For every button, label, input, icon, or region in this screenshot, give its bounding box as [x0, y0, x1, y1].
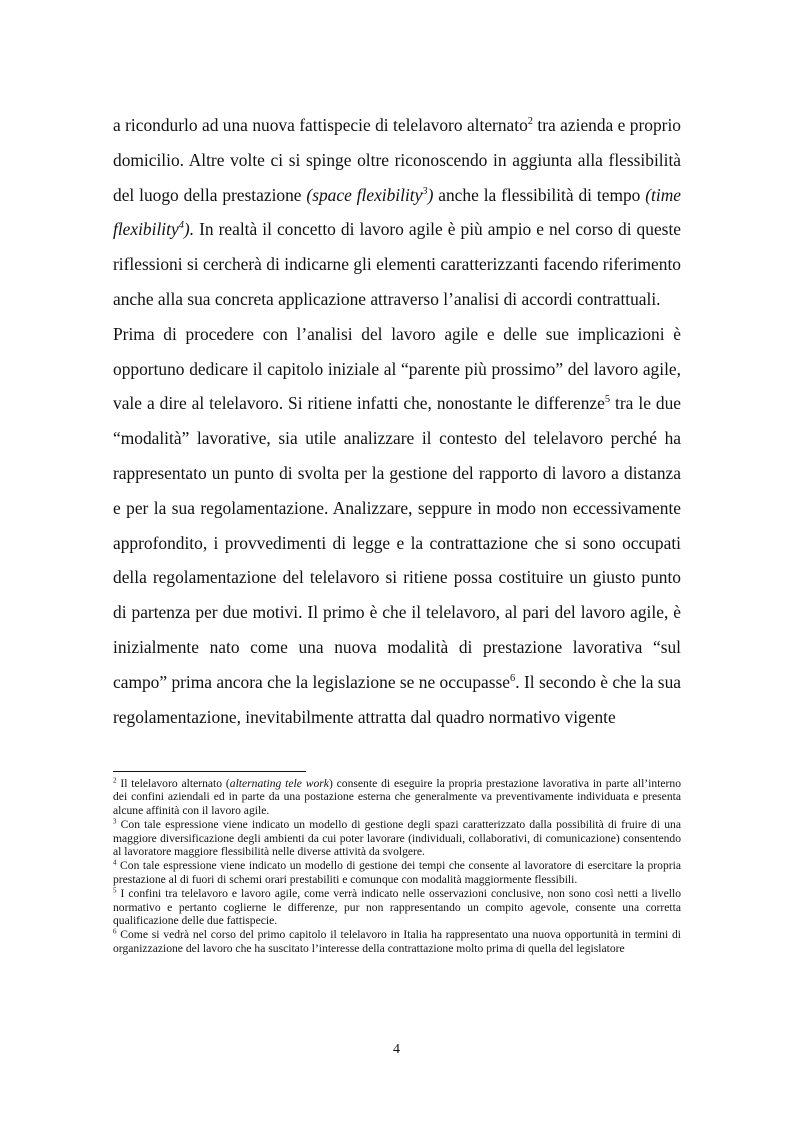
footnote-ref-2[interactable]: 2: [527, 116, 534, 128]
paragraph-2: Prima di procedere con l’analisi del lavoro agile e delle sue implicazioni è opportuno dedicare il capitolo iniziale al “parente più prossimo” del lavoro agile, vale a dire al telelavoro. Si ritiene infatti che, nonostante le differenze$^5$ tra le due “modalità” lavorative, sia utile analizzare il contesto del telelavoro perché ha rappresentato un punto di svolta per la gestione del rapporto di lavoro a distanza e per la sua regolamentazione. Analizzare, seppure in modo non eccessivamente approfondito, i provvedimenti di legge e la contrattazione che si sono occupati della regolamentazione del telelavoro si ritiene possa costituire un giusto punto di partenza per due motivi. Il primo è che il telelavoro, al pari del lavoro agile, è inizialmente nato come una nuova modalità di prestazione lavorativa “sul campo” prima ancora che la legislazione se ne occupasse$^6$. Il secondo è che la sua regolamentazione, inevitabilmente attratta dal quadro normativo vigente: [113, 323, 682, 727]
footnote-ref-4[interactable]: 4: [178, 220, 184, 232]
footnotes: [113, 777, 681, 956]
paragraph-1: a ricondurlo ad una nuova fattispecie di telelavoro alternato$^2$ tra azienda e proprio domicilio. Altre volte ci si spinge oltre riconoscendo in aggiunta alla flessibilità del luogo della prestazione (space flexibility$^3$) anche la flessibilità di tempo (time flexibility$^4$). In realtà il concetto di lavoro agile è più ampio e nel corso di queste riflessioni si cercherà di indicarne gli elementi caratterizzanti facendo riferimento anche alla sua concreta applicazione attraverso l’analisi di accordi contrattuali.: [113, 115, 681, 309]
footnote-4: $^4$ Con tale espressione viene indicato un modello di gestione dei tempi che consente al lavoratore di esercitare la propria prestazione al di fuori di schemi orari prestabiliti e comunque con modalità maggiormente flessibili.: [113, 858, 681, 886]
footnote-ref-6[interactable]: 6: [510, 672, 516, 684]
footnote-ref-5[interactable]: 5: [604, 394, 611, 406]
footnote-3: $^3$ Con tale espressione viene indicato un modello di gestione degli spazi caratterizzato dalla possibilità di fruire di una maggiore diversificazione degli ambienti da cui poter lavorare (individuali, collaborativi, di comunicazione) consentendo al lavoratore maggiore flessibilità nelle diverse attività da svolgere.: [113, 817, 681, 859]
footnote-2: $^2$ Il telelavoro alternato (alternating tele work) consente di eseguire la propria prestazione lavorativa in parte all’interno dei confini aziendali ed in parte da una postazione esterna che generalmente va preventivamente individuata e presenta alcune affinità con il lavoro agile.: [113, 776, 682, 817]
footnote-ref-3[interactable]: 3: [422, 185, 428, 197]
body-text: [113, 108, 681, 734]
footnote-separator: [113, 771, 306, 772]
page-number: 4: [393, 1042, 400, 1057]
footnote-5: $^5$ I confini tra telelavoro e lavoro agile, come verrà indicato nelle osservazioni conclusive, non sono così netti a livello normativo e pertanto coglierne le differenze, pur non rappresentando un compito agevole, consente una corretta qualificazione delle due fattispecie.: [113, 886, 681, 928]
footnote-6: $^6$ Come si vedrà nel corso del primo capitolo il telelavoro in Italia ha rappresentato una nuova opportunità in termini di organizzazione del lavoro che ha suscitato l’interesse della contrattazione molto prima di quella del legislatore: [113, 927, 681, 955]
